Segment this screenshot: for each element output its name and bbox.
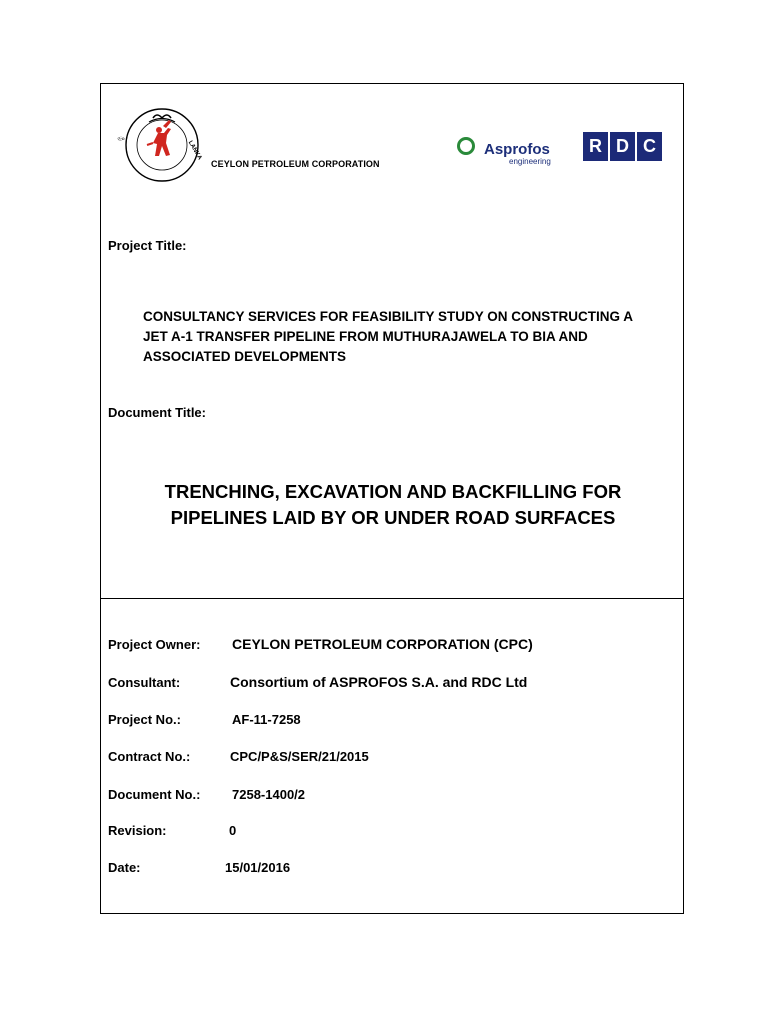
info-value: 0 [229, 823, 237, 838]
asprofos-ring-icon [457, 137, 475, 155]
info-row-date [108, 860, 291, 875]
info-row-project-no [108, 712, 301, 727]
info-row-revision [108, 823, 237, 838]
info-label: Project Owner: [108, 637, 201, 652]
info-value: CEYLON PETROLEUM CORPORATION (CPC) [232, 636, 533, 652]
section-divider [101, 598, 683, 599]
info-value: 15/01/2016 [225, 860, 291, 875]
rdc-letter-d: D [610, 132, 635, 161]
document-title-text: TRENCHING, EXCAVATION AND BACKFILLING FOR PIPELINES LAID BY OR UNDER ROAD SURFACES [164, 481, 622, 528]
info-label: Revision: [108, 823, 167, 838]
info-label: Consultant: [108, 675, 181, 690]
info-value: CPC/P&S/SER/21/2015 [230, 749, 369, 764]
info-label: Date: [108, 860, 141, 875]
info-value: AF-11-7258 [232, 712, 301, 727]
rdc-letter-r: R [583, 132, 608, 161]
cover-page-frame [100, 83, 684, 914]
cpc-name: CEYLON PETROLEUM CORPORATION [211, 159, 380, 169]
document-title-label: Document Title: [108, 405, 206, 420]
cpc-logo-text-left: ශ්‍රී [117, 136, 124, 142]
cpc-logo-text-right: LANKA [186, 140, 203, 162]
info-value: Consortium of ASPROFOS S.A. and RDC Ltd [230, 674, 528, 690]
asprofos-subtitle: engineering [509, 157, 551, 166]
info-label: Document No.: [108, 787, 201, 802]
rdc-letter-c: C [637, 132, 662, 161]
asprofos-logo [457, 136, 557, 168]
info-row-contract-no [108, 749, 369, 764]
info-label: Project No.: [108, 712, 181, 727]
info-row-project-owner [108, 636, 533, 652]
asprofos-name: Asprofos [484, 141, 550, 158]
info-row-consultant [108, 674, 528, 690]
info-value: 7258-1400/2 [232, 787, 306, 802]
rdc-logo [583, 132, 662, 161]
info-row-document-no [108, 787, 306, 802]
info-label: Contract No.: [108, 749, 191, 764]
project-title-label: Project Title: [108, 238, 187, 253]
project-title-text: CONSULTANCY SERVICES FOR FEASIBILITY STUDY ON CONSTRUCTING A JET A-1 TRANSFER PIPELINE FROM MUTHURAJAWELA TO BIA AND ASSOCIATED DEVELOPMENTS [143, 309, 633, 364]
